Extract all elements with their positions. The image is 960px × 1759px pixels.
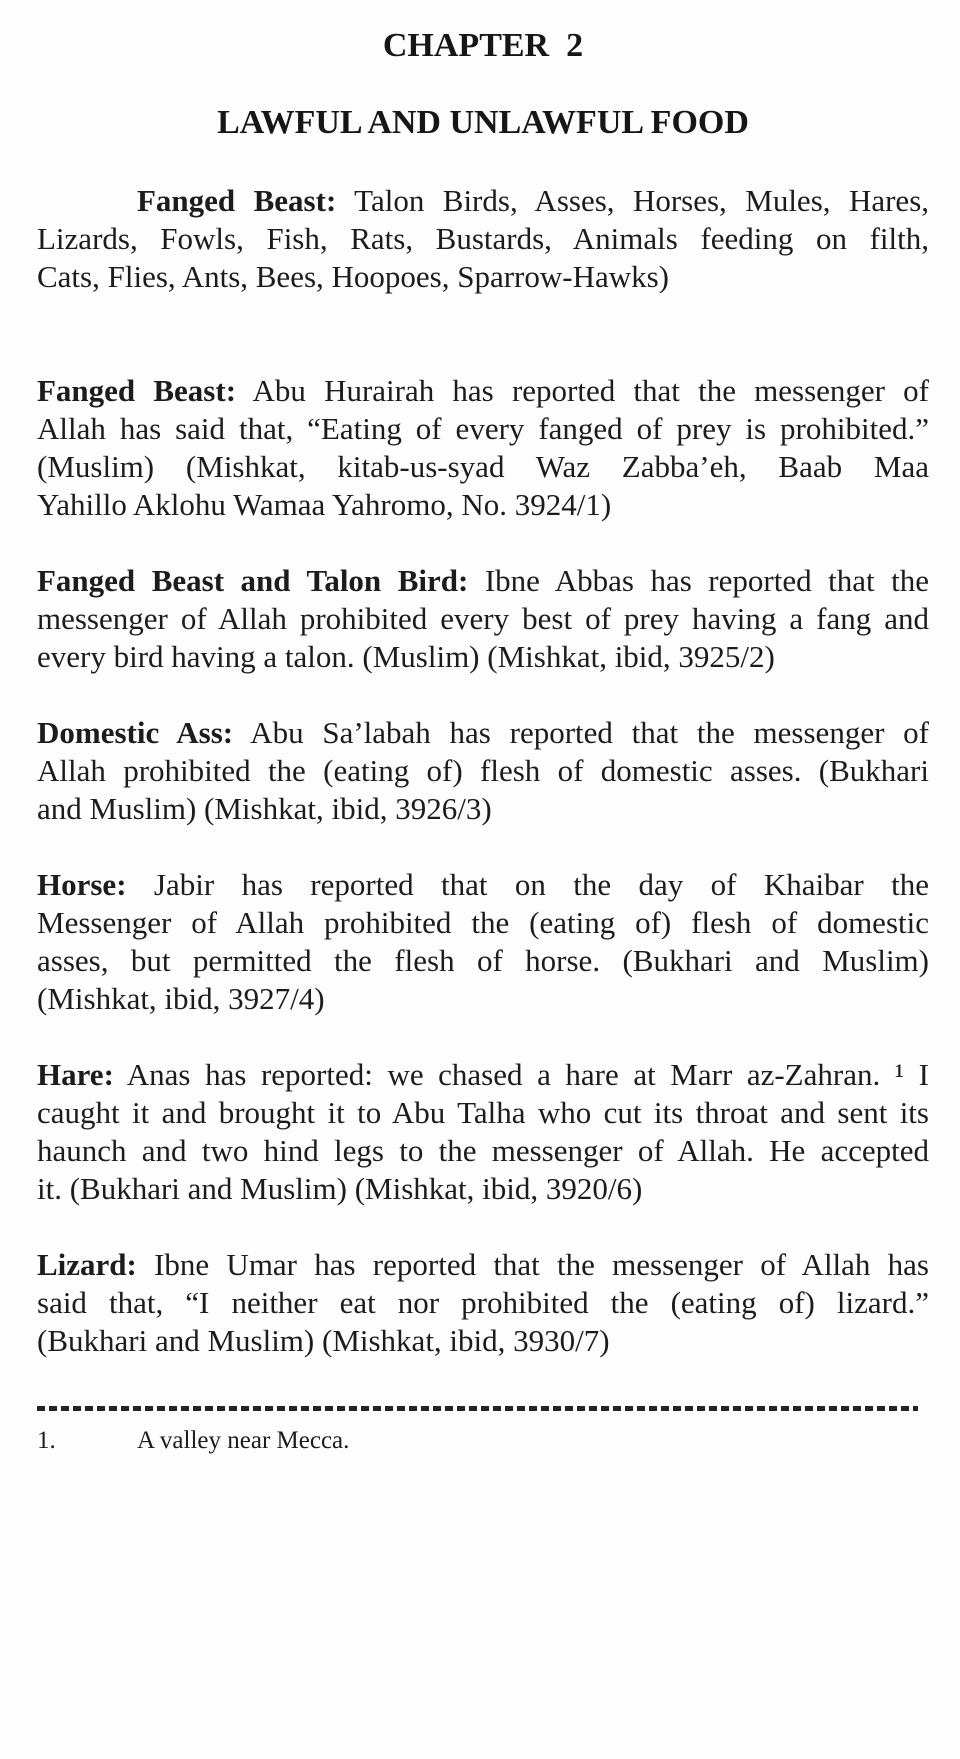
paragraph-line: Yahillo Aklohu Wamaa Yahromo, No. 3924/1)	[37, 487, 612, 522]
footnote-number: 1.	[37, 1427, 56, 1454]
hadith-paragraph	[37, 866, 929, 1018]
paragraph-line: messenger of Allah prohibited every best of prey having a fang and	[37, 601, 929, 636]
document-body	[37, 182, 929, 1360]
paragraph-line: Fanged Beast: Talon Birds, Asses, Horses, Mules, Hares,	[137, 183, 930, 218]
paragraph-line: Fanged Beast: Abu Hurairah has reported that the messenger of	[37, 373, 929, 408]
footnote-divider	[37, 1406, 918, 1411]
paragraph-lead: Horse:	[37, 867, 127, 902]
paragraph-line: (Bukhari and Muslim) (Mishkat, ibid, 3930/7)	[37, 1323, 610, 1358]
paragraph-line: Lizards, Fowls, Fish, Rats, Bustards, Animals feeding on filth,	[37, 221, 929, 256]
paragraph-line: Messenger of Allah prohibited the (eating of) flesh of domestic	[37, 905, 929, 940]
hadith-paragraph	[37, 714, 929, 828]
paragraph-line: Fanged Beast and Talon Bird: Ibne Abbas has reported that the	[37, 563, 929, 598]
hadith-paragraph	[37, 182, 929, 296]
paragraph-line: every bird having a talon. (Muslim) (Mishkat, ibid, 3925/2)	[37, 639, 775, 674]
paragraph-line: and Muslim) (Mishkat, ibid, 3926/3)	[37, 791, 492, 826]
paragraph-line: haunch and two hind legs to the messenger of Allah. He accepted	[37, 1133, 929, 1168]
paragraph-line: caught it and brought it to Abu Talha who cut its throat and sent its	[37, 1095, 929, 1130]
hadith-paragraph	[37, 372, 929, 524]
paragraph-lead: Domestic Ass:	[37, 715, 234, 750]
paragraph-line: Cats, Flies, Ants, Bees, Hoopoes, Sparrow-Hawks)	[37, 259, 670, 294]
paragraph-line: Domestic Ass: Abu Sa’labah has reported that the messenger of	[37, 715, 929, 750]
paragraph-line: (Mishkat, ibid, 3927/4)	[37, 981, 325, 1016]
paragraph-lead: Lizard:	[37, 1247, 137, 1282]
paragraph-lead: Fanged Beast:	[37, 373, 237, 408]
paragraph-line: said that, “I neither eat nor prohibited the (eating of) lizard.”	[37, 1285, 929, 1320]
paragraph-lead: Fanged Beast:	[137, 183, 337, 218]
paragraph-lead: Hare:	[37, 1057, 114, 1092]
paragraph-line: (Muslim) (Mishkat, kitab-us-syad Waz Zabba’eh, Baab Maa	[37, 449, 929, 484]
chapter-title: LAWFUL AND UNLAWFUL FOOD	[217, 104, 749, 141]
paragraph-line: Hare: Anas has reported: we chased a hare at Marr az-Zahran. ¹ I	[37, 1057, 929, 1092]
hadith-paragraph	[37, 1056, 929, 1208]
paragraph-line: Allah has said that, “Eating of every fanged of prey is prohibited.”	[37, 411, 929, 446]
hadith-paragraph	[37, 562, 929, 676]
paragraph-line: it. (Bukhari and Muslim) (Mishkat, ibid, 3920/6)	[37, 1171, 643, 1206]
paragraph-lead: Fanged Beast and Talon Bird:	[37, 563, 469, 598]
paragraph-line: Horse: Jabir has reported that on the day of Khaibar the	[37, 867, 929, 902]
footnote	[37, 1425, 929, 1457]
chapter-heading: CHAPTER 2	[382, 27, 584, 64]
paragraph-line: Lizard: Ibne Umar has reported that the messenger of Allah has	[37, 1247, 929, 1282]
footnote-text: A valley near Mecca.	[137, 1427, 350, 1454]
hadith-paragraph	[37, 1246, 929, 1360]
paragraph-line: asses, but permitted the flesh of horse. (Bukhari and Muslim)	[37, 943, 929, 978]
paragraph-line: Allah prohibited the (eating of) flesh of domestic asses. (Bukhari	[37, 753, 929, 788]
